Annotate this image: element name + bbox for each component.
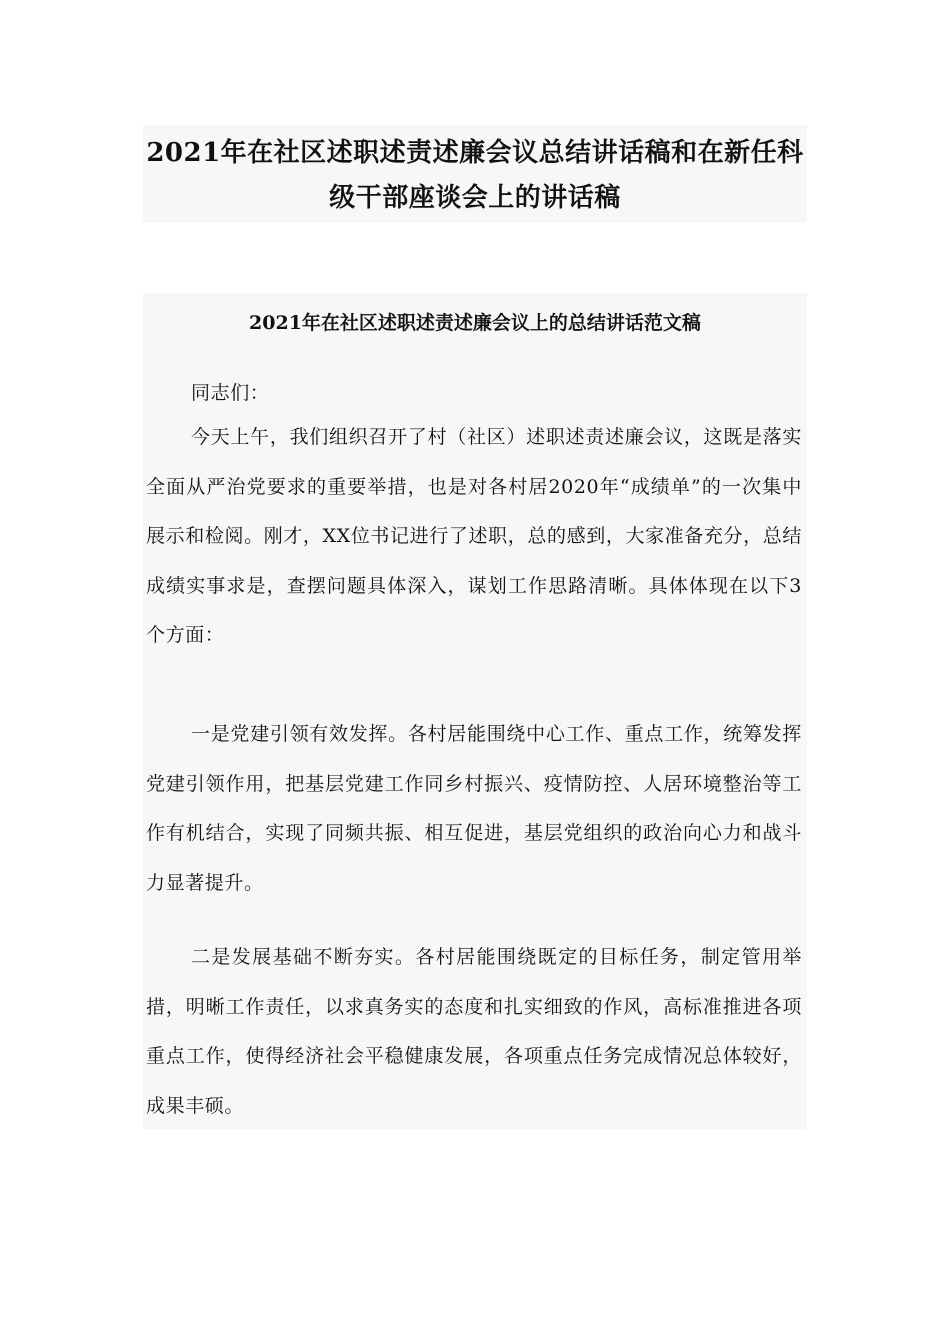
greeting: 同志们： xyxy=(191,382,270,404)
paragraph-point-one: 一是党建引领有效发挥。各村居能围绕中心工作、重点工作，统筹发挥党建引领作用，把基层党建工作同乡村振兴、疫情防控、人居环境整治等工作有机结合，实现了同频共振、相互促进，基层党组织的政治向心力和战斗力显著提升。 xyxy=(146,723,802,894)
document-title-block xyxy=(143,125,807,223)
document-body xyxy=(143,293,807,1129)
paragraph-intro: 今天上午，我们组织召开了村（社区）述职述责述廉会议，这既是落实全面从严治党要求的重要举措，也是对各村居2020年“成绩单”的一次集中展示和检阅。刚才，XX位书记进行了述职，总的感到，大家准备充分，总结成绩实事求是，查摆问题具体深入，谋划工作思路清晰。具体体现在以下3个方面： xyxy=(146,426,802,646)
paragraph-point-two: 二是发展基础不断夯实。各村居能围绕既定的目标任务，制定管用举措，明晰工作责任，以求真务实的态度和扎实细致的作风，高标准推进各项重点工作，使得经济社会平稳健康发展，各项重点任务完成情况总体较好，成果丰硕。 xyxy=(146,946,802,1117)
section-title: 2021年在社区述职述责述廉会议上的总结讲话范文稿 xyxy=(249,312,701,334)
document-title: 2021年在社区述职述责述廉会议总结讲话稿和在新任科级干部座谈会上的讲话稿 xyxy=(146,138,804,213)
